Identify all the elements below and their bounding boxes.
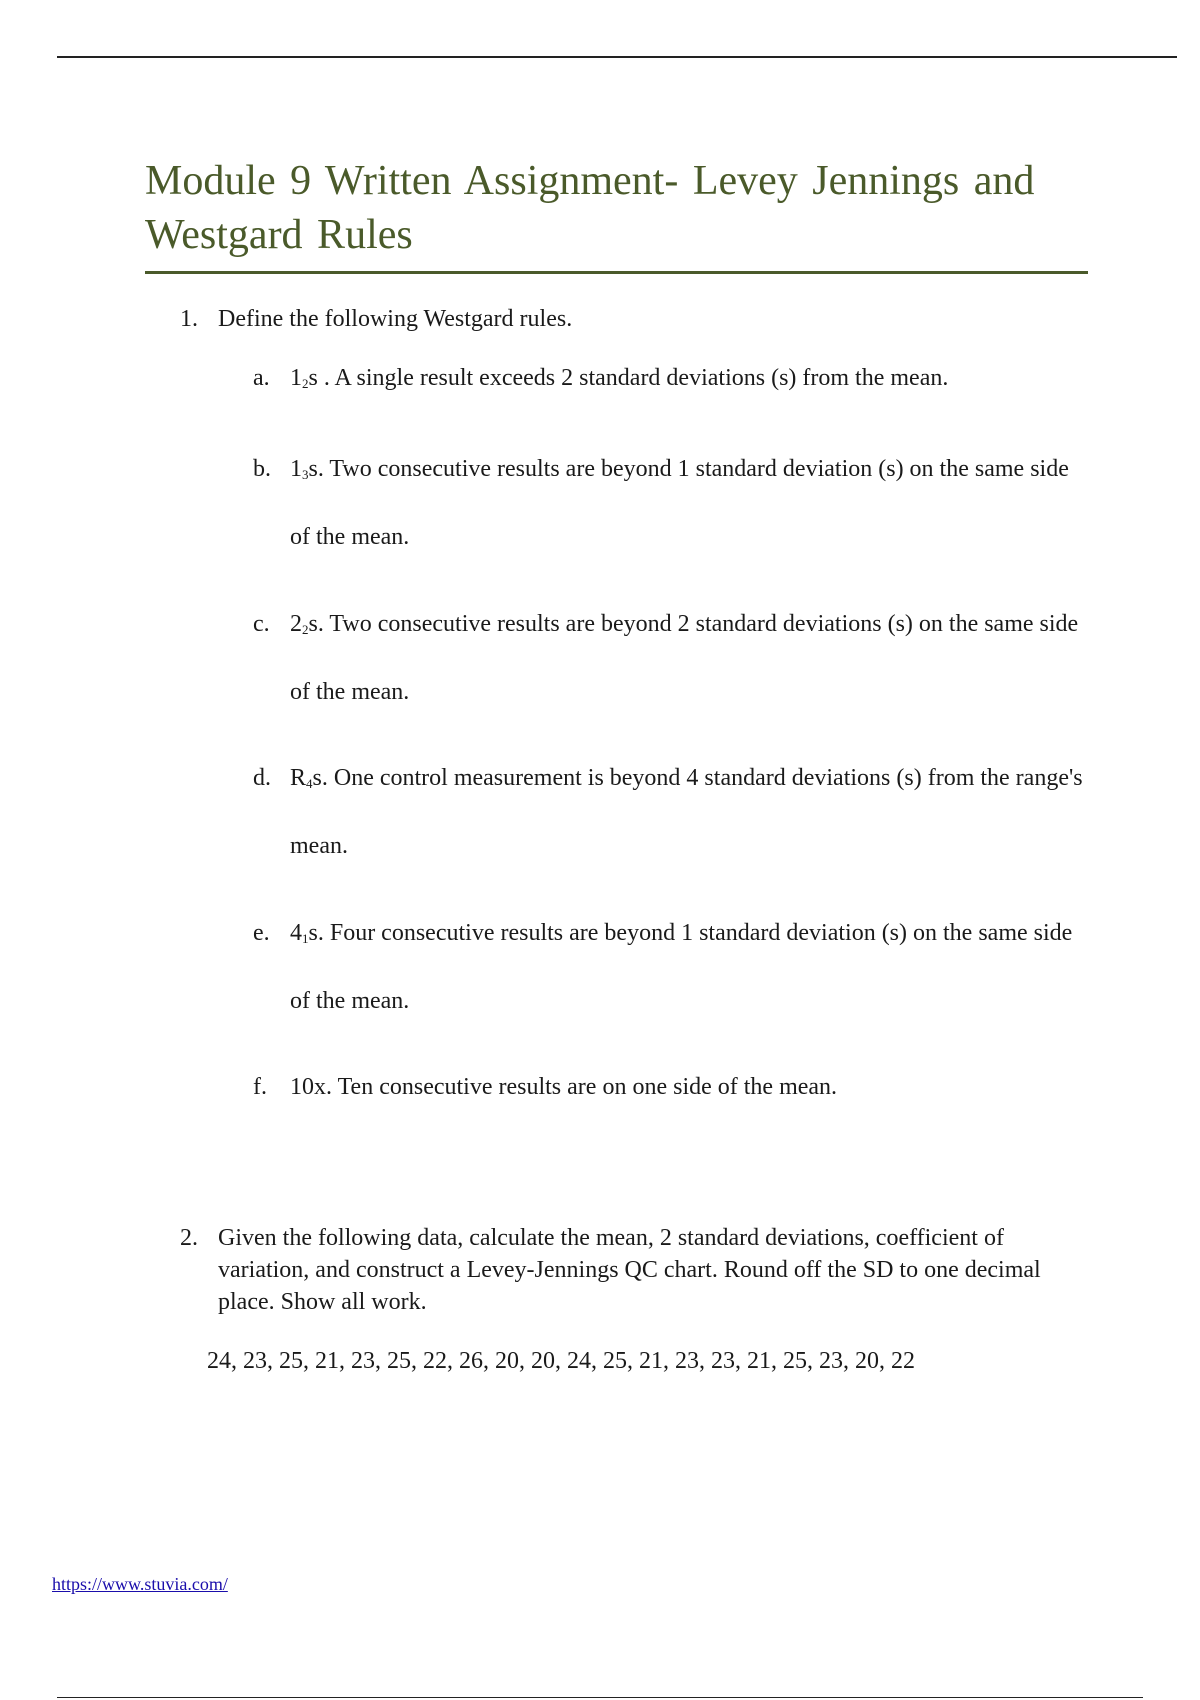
item-letter: f. — [253, 1074, 267, 1100]
rule-item-a — [253, 347, 1093, 415]
rule-item-d — [253, 747, 1093, 877]
question-2 — [180, 1222, 1100, 1318]
item-letter: a. — [253, 365, 270, 391]
item-letter: b. — [253, 456, 271, 482]
rule-definition: . One control measurement is beyond 4 standard deviations (s) from the range's mean. — [290, 765, 1083, 859]
rule-item-b — [253, 438, 1093, 568]
item-letter: c. — [253, 611, 270, 637]
question-1 — [180, 303, 572, 335]
question-2-number: 2. — [180, 1225, 198, 1251]
rule-code: 10x — [290, 1074, 326, 1100]
rule-item-e — [253, 902, 1093, 1032]
rule-definition: . Ten consecutive results are on one side of the mean. — [326, 1074, 838, 1100]
rule-code: $1_2s$ — [290, 365, 318, 391]
rule-definition: . Two consecutive results are beyond 1 standard deviation (s) on the same side of the mean. — [290, 456, 1069, 550]
rule-code: $2_2s$ — [290, 611, 318, 637]
rule-definition: . Two consecutive results are beyond 2 standard deviations (s) on the same side of the mean. — [290, 611, 1079, 705]
question-2-text: Given the following data, calculate the mean, 2 standard deviations, coefficient of variation, and construct a Levey-Jennings QC chart. Round off the SD to one decimal place. Show all work. — [218, 1225, 1041, 1315]
item-letter: d. — [253, 765, 271, 791]
question-1-text: Define the following Westgard rules. — [218, 306, 573, 332]
data-values: 24, 23, 25, 21, 23, 25, 22, 26, 20, 20, 24, 25, 21, 23, 23, 21, 25, 23, 20, 22 — [207, 1348, 915, 1374]
rule-code: $4_1s$ — [290, 920, 318, 946]
rule-definition: . Four consecutive results are beyond 1 standard deviation (s) on the same side of the mean. — [290, 920, 1073, 1014]
rule-item-c — [253, 593, 1093, 723]
title-underline — [145, 271, 1088, 274]
page-bottom-rule — [57, 1697, 1143, 1698]
rule-definition: . A single result exceeds 2 standard deviations (s) from the mean. — [317, 365, 949, 391]
document-title: Module 9 Written Assignment- Levey Jennings and Westgard Rules — [145, 158, 1035, 258]
question-1-number: 1. — [180, 306, 198, 332]
rule-item-f — [253, 1056, 1093, 1124]
rule-code: $R_4s$ — [290, 765, 322, 791]
footer-link[interactable]: https://www.stuvia.com/ — [52, 1574, 228, 1594]
rule-code: $1_3s$ — [290, 456, 318, 482]
item-letter: e. — [253, 920, 270, 946]
page-top-rule — [57, 56, 1177, 58]
